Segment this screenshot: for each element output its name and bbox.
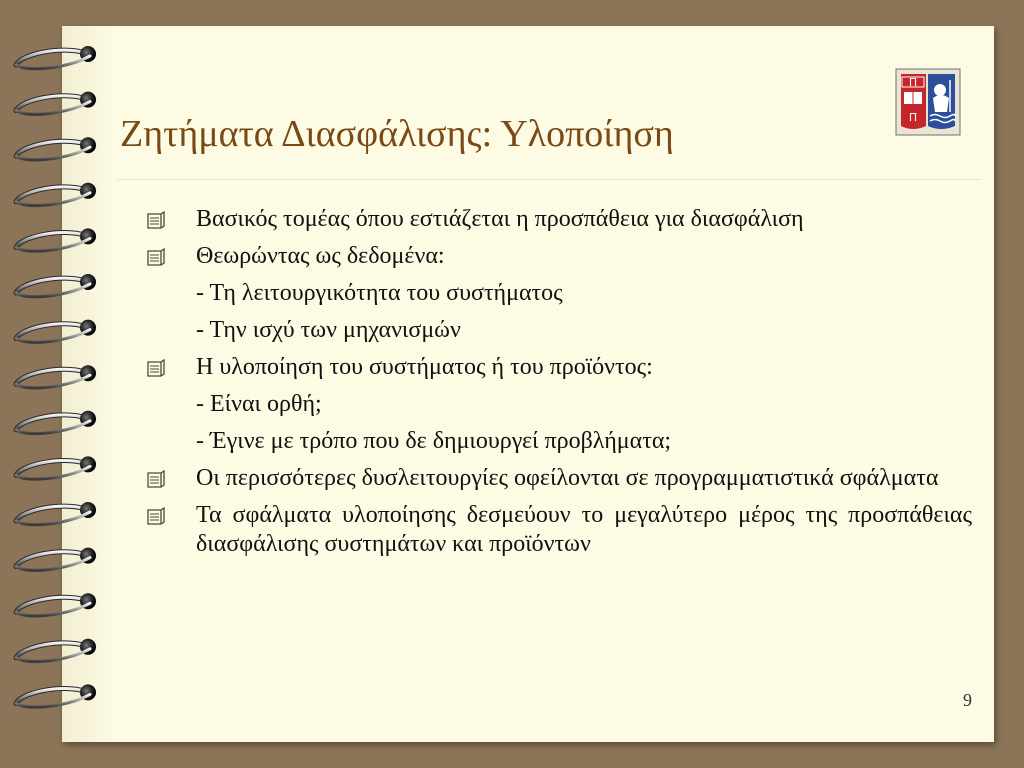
sub-bullet-text: - Την ισχύ των μηχανισμών bbox=[196, 317, 461, 343]
spiral-ring bbox=[16, 137, 96, 160]
spiral-ring bbox=[16, 639, 96, 662]
spiral-ring bbox=[16, 684, 96, 707]
book-bullet-icon bbox=[144, 246, 168, 270]
bullet-item bbox=[142, 501, 972, 559]
bullet-item bbox=[142, 205, 972, 234]
spiral-ring bbox=[16, 320, 96, 343]
sub-bullet-text: - Έγινε με τρόπο που δε δημιουργεί προβλήματα; bbox=[196, 428, 672, 454]
spiral-binding bbox=[0, 0, 110, 768]
spiral-ring bbox=[16, 274, 96, 297]
sub-bullet-text: - Είναι ορθή; bbox=[196, 391, 322, 417]
sub-bullet-text: - Τη λειτουργικότητα του συστήματος bbox=[196, 280, 563, 306]
spiral-ring bbox=[16, 593, 96, 616]
university-crest-icon bbox=[895, 68, 961, 136]
spiral-ring bbox=[16, 228, 96, 251]
svg-text:Π: Π bbox=[908, 76, 918, 89]
bullet-item bbox=[142, 353, 972, 382]
title-divider bbox=[117, 179, 981, 180]
book-bullet-icon bbox=[144, 468, 168, 492]
bullet-text: Οι περισσότερες δυσλειτουργίες οφείλονται σε προγραμματιστικά σφάλματα bbox=[196, 465, 939, 491]
svg-text:Π: Π bbox=[908, 111, 918, 124]
spiral-ring bbox=[16, 456, 96, 479]
bullet-text: Βασικός τομέας όπου εστιάζεται η προσπάθεια για διασφάλιση bbox=[196, 206, 804, 232]
spiral-ring bbox=[16, 548, 96, 571]
spiral-ring bbox=[16, 46, 96, 69]
bullet-text: Θεωρώντας ως δεδομένα: bbox=[196, 243, 445, 269]
bullet-list bbox=[142, 205, 972, 567]
bullet-item bbox=[142, 464, 972, 493]
spiral-ring bbox=[16, 365, 96, 388]
spiral-ring bbox=[16, 502, 96, 525]
bullet-text: Τα σφάλματα υλοποίησης δεσμεύουν το μεγαλύτερο μέρος της προσπάθειας διασφάλισης συστημάτων και προϊόντων bbox=[196, 502, 972, 557]
book-bullet-icon bbox=[144, 357, 168, 381]
spiral-ring bbox=[16, 411, 96, 434]
bullet-item bbox=[142, 242, 972, 271]
bullet-text: Η υλοποίηση του συστήματος ή του προϊόντος: bbox=[196, 354, 653, 380]
slide-title: Ζητήματα Διασφάλισης: Υλοποίηση bbox=[120, 113, 674, 155]
book-bullet-icon bbox=[144, 505, 168, 529]
spiral-ring bbox=[16, 183, 96, 206]
page-number: 9 bbox=[963, 690, 972, 710]
book-bullet-icon bbox=[144, 209, 168, 233]
spiral-ring bbox=[16, 92, 96, 115]
